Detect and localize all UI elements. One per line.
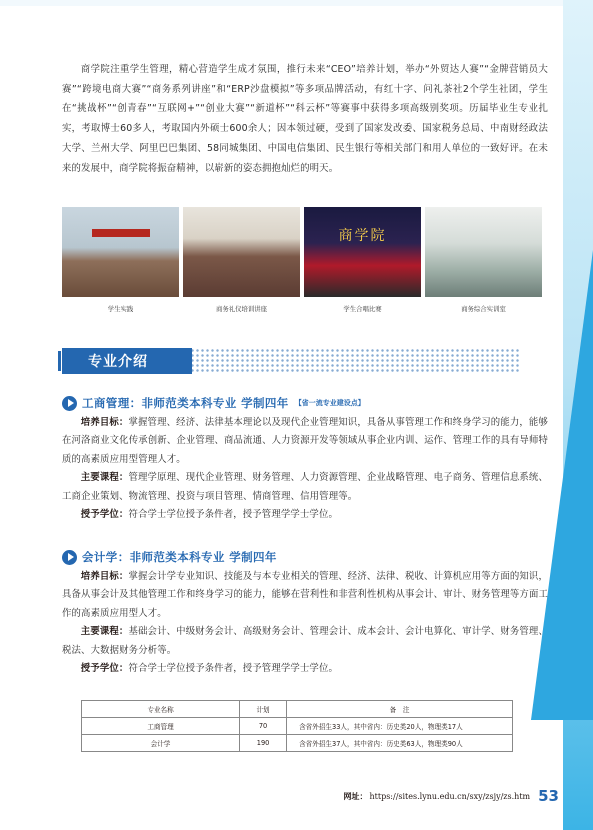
degree-text: 符合学士学位授予条件者，授予管理学学士学位。 bbox=[128, 663, 338, 675]
major-degree bbox=[62, 660, 548, 678]
courses-label: 主要课程： bbox=[80, 626, 129, 638]
photo-strip bbox=[62, 207, 548, 313]
major-goal bbox=[62, 568, 548, 623]
photo-caption: 商务礼仪培训讲座 bbox=[215, 305, 268, 313]
photo-caption: 学生合唱比赛 bbox=[343, 305, 382, 313]
courses-text: 管理学原理、现代企业管理、财务管理、人力资源管理、企业战略管理、电子商务、管理信息系统、工商企业策划、物流管理、投资与项目管理、情商管理、信用管理等。 bbox=[62, 472, 548, 502]
degree-text: 符合学士学位授予条件者，授予管理学学士学位。 bbox=[128, 509, 338, 521]
major-courses bbox=[62, 623, 548, 660]
play-circle-icon bbox=[62, 550, 77, 565]
major-badge: 【省一流专业建设点】 bbox=[294, 399, 365, 407]
photo-image bbox=[183, 207, 300, 297]
photo-image bbox=[62, 207, 179, 297]
page-footer bbox=[344, 787, 560, 805]
photo-training-room bbox=[425, 207, 542, 313]
footer-url-link[interactable]: https://sites.lynu.edu.cn/sxy/zsjy/zs.htm bbox=[369, 791, 531, 801]
play-circle-icon bbox=[62, 396, 77, 411]
table-header-cell: 备 注 bbox=[287, 701, 513, 718]
top-decoration bbox=[0, 0, 593, 6]
photo-caption: 商务综合实训室 bbox=[461, 305, 506, 313]
major-business-management bbox=[62, 393, 548, 524]
table-header-row bbox=[82, 701, 513, 718]
degree-label: 授予学位： bbox=[80, 509, 129, 521]
photo-image bbox=[425, 207, 542, 297]
goal-label: 培养目标： bbox=[80, 417, 129, 428]
major-title: 会计学：非师范类本科专业 学制四年 bbox=[82, 550, 277, 564]
major-goal bbox=[62, 414, 548, 469]
goal-text: 掌握管理、经济、法律基本理论以及现代企业管理知识，具备从事管理工作和终身学习的能力，能够在河洛商业文化传承创新、企业管理、商品流通、人力资源开发等领域从事企业内训、运作、管理工作的具有导师特质的高素质应用型管理人才。 bbox=[62, 417, 548, 465]
major-title-row bbox=[62, 393, 548, 413]
footer-label: 网址： bbox=[343, 791, 368, 801]
table-cell-note: 含省外招生37人，其中省内：历史类63人，物理类90人 bbox=[287, 735, 513, 752]
major-title-row bbox=[62, 547, 548, 567]
table-cell-major: 工商管理 bbox=[82, 718, 240, 735]
enrollment-table-wrap bbox=[81, 700, 513, 752]
table-header-cell: 专业名称 bbox=[82, 701, 240, 718]
table-cell-major: 会计学 bbox=[82, 735, 240, 752]
major-degree bbox=[62, 506, 548, 524]
table-header-cell: 计划 bbox=[240, 701, 287, 718]
photo-caption: 学生实践 bbox=[107, 305, 134, 313]
photo-etiquette-lecture bbox=[183, 207, 300, 313]
major-courses bbox=[62, 469, 548, 506]
photo-image bbox=[304, 207, 421, 297]
table-cell-plan: 190 bbox=[240, 735, 287, 752]
enrollment-table bbox=[81, 700, 513, 752]
table-cell-note: 含省外招生33人，其中省内：历史类20人，物理类17人 bbox=[287, 718, 513, 735]
page-number: 53 bbox=[538, 787, 559, 805]
photo-student-practice bbox=[62, 207, 179, 313]
photo-sign-text: 商学院 bbox=[338, 228, 387, 244]
table-row bbox=[82, 735, 513, 752]
table-row bbox=[82, 718, 513, 735]
intro-paragraph: 商学院注重学生管理，精心营造学生成才氛围，推行未来“CEO”培养计划，举办“外贸达人赛”“金牌营销员大赛”“跨境电商大赛”“商务系列讲座”和“ERP沙盘模拟”等多项品牌活动，有红十字、问礼茶社2个学生社团，学生在“挑战杯”“创青春”“互联网+”“创业大赛”“新道杯”“科云杯”等赛事中获得多项高级别奖项。历届毕业生专业扎实，考取博士60多人，考取国内外硕士600余人；因本领过硬，受到了国家发改委、国家税务总局、中南财经政法大学、兰州大学、阿里巴巴集团、58同城集团、中国电信集团、民生银行等相关部门和用人单位的一致好评。在未来的发展中，商学院将振奋精神，以崭新的姿态拥抱灿烂的明天。 bbox=[62, 64, 548, 174]
section-header-side-bar bbox=[58, 351, 61, 371]
major-accounting bbox=[62, 547, 548, 678]
major-title: 工商管理：非师范类本科专业 学制四年 bbox=[82, 396, 289, 410]
section-header bbox=[62, 348, 192, 374]
section-header-dots bbox=[180, 348, 520, 374]
goal-label: 培养目标： bbox=[80, 571, 129, 582]
courses-label: 主要课程： bbox=[80, 472, 129, 484]
goal-text: 掌握会计学专业知识、技能及与本专业相关的管理、经济、法律、税收、计算机应用等方面的知识，具备从事会计及其他管理工作和终身学习的能力，能够在营利性和非营利性机构从事会计、审计、财务管理等方面工作的高素质应用型人才。 bbox=[62, 571, 548, 619]
courses-text: 基础会计、中级财务会计、高级财务会计、管理会计、成本会计、会计电算化、审计学、财务管理、税法、大数据财务分析等。 bbox=[62, 626, 548, 656]
degree-label: 授予学位： bbox=[80, 663, 129, 675]
photo-choir-contest bbox=[304, 207, 421, 313]
table-cell-plan: 70 bbox=[240, 718, 287, 735]
section-title: 专业介绍 bbox=[88, 354, 148, 370]
